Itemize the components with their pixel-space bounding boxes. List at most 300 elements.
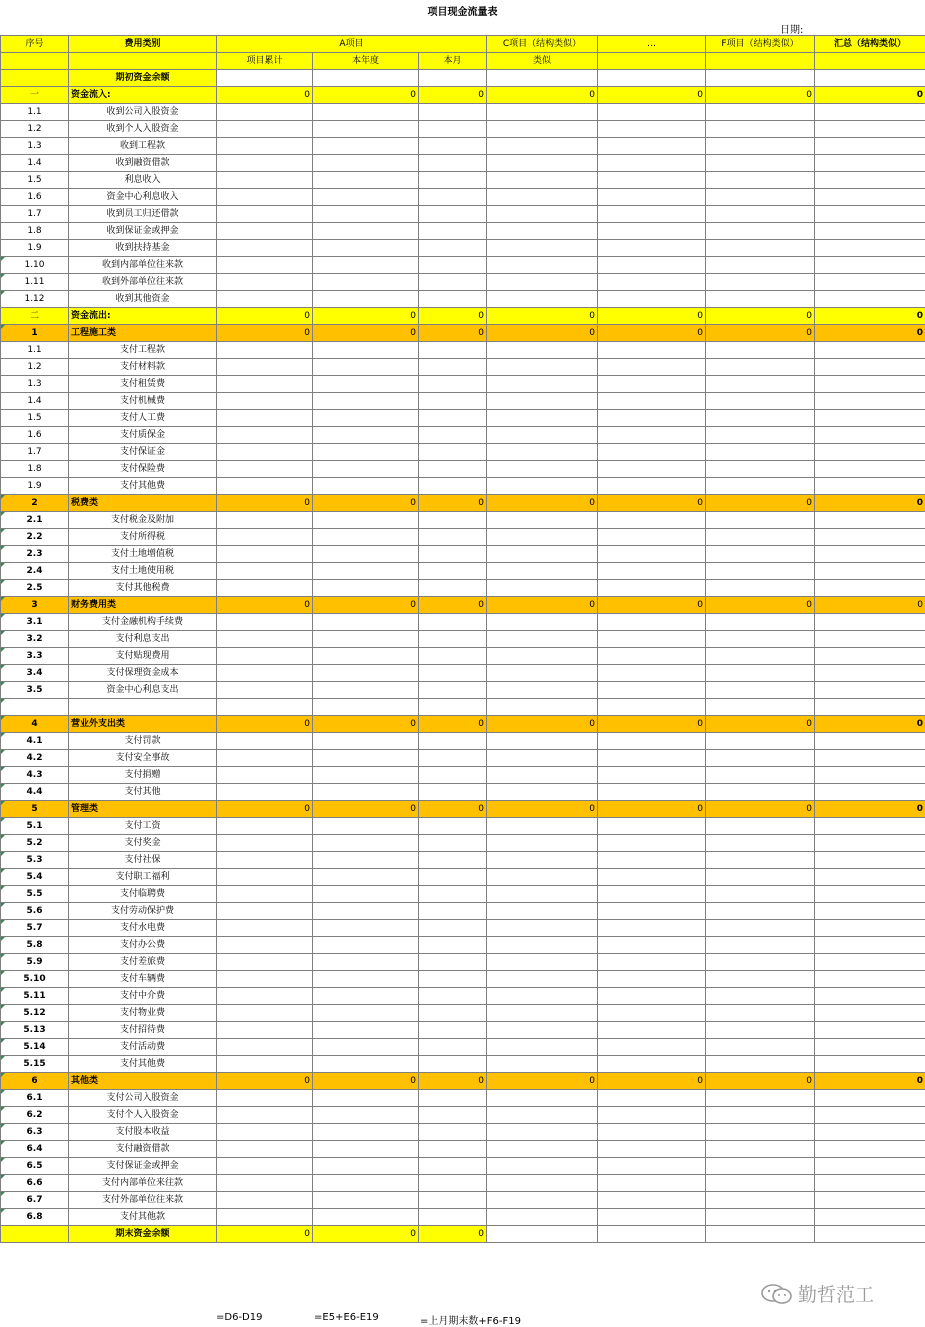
- cell: [487, 1123, 598, 1140]
- cell: [217, 631, 313, 648]
- cell: [598, 783, 706, 800]
- cell: [706, 1089, 815, 1106]
- cell: [815, 682, 925, 699]
- cell: [487, 1140, 598, 1157]
- table-row: [1, 885, 925, 902]
- cell: [706, 70, 815, 87]
- cell: [598, 138, 706, 155]
- cell: [487, 240, 598, 257]
- row-category: 支付工资: [69, 817, 217, 834]
- cell: [487, 104, 598, 121]
- row-seq: 2.2: [1, 529, 69, 546]
- cell: [419, 342, 487, 359]
- cell: [487, 274, 598, 291]
- cash-flow-table: [0, 35, 925, 1243]
- cell: [487, 868, 598, 885]
- cell: [598, 987, 706, 1004]
- row-category: 支付所得税: [69, 529, 217, 546]
- cell: [598, 749, 706, 766]
- cell: [419, 699, 487, 716]
- cell: [706, 1174, 815, 1191]
- opening-balance-row: [1, 70, 925, 87]
- cell: [487, 699, 598, 716]
- cell: [815, 291, 925, 308]
- cell: [487, 987, 598, 1004]
- amount-value: 0: [706, 325, 815, 342]
- amount-value: 0: [706, 308, 815, 325]
- amount-value: 0: [419, 308, 487, 325]
- amount-value: 0: [598, 597, 706, 614]
- cell: [706, 138, 815, 155]
- cell: [598, 699, 706, 716]
- cell: [419, 766, 487, 783]
- cell: [217, 206, 313, 223]
- cell: [487, 563, 598, 580]
- cell: [706, 580, 815, 597]
- cell: [706, 257, 815, 274]
- row-category: 支付利息支出: [69, 631, 217, 648]
- row-category: 支付质保金: [69, 427, 217, 444]
- cell: [706, 682, 815, 699]
- cell: [217, 1140, 313, 1157]
- cell: [815, 851, 925, 868]
- amount-value: 0: [815, 1072, 925, 1089]
- cell: [598, 851, 706, 868]
- row-category: 利息收入: [69, 172, 217, 189]
- table-row: [1, 1055, 925, 1072]
- group-seq: 1: [1, 325, 69, 342]
- cell: [598, 1225, 706, 1242]
- cell: [815, 648, 925, 665]
- row-seq: 5.14: [1, 1038, 69, 1055]
- cell: [487, 783, 598, 800]
- row-category: 支付股本收益: [69, 1123, 217, 1140]
- cell: [598, 206, 706, 223]
- cell: [419, 987, 487, 1004]
- row-seq: 3.2: [1, 631, 69, 648]
- cell: [419, 1157, 487, 1174]
- cell: [706, 732, 815, 749]
- table-row: [1, 1157, 925, 1174]
- group-total-row: [1, 325, 925, 342]
- cell: [419, 121, 487, 138]
- cell: [313, 291, 419, 308]
- cell: [815, 70, 925, 87]
- cell: [217, 1038, 313, 1055]
- outflow-total-row: [1, 308, 925, 325]
- cell: [598, 1038, 706, 1055]
- row-category: 支付其他: [69, 783, 217, 800]
- table-row: [1, 189, 925, 206]
- cell: [598, 461, 706, 478]
- table-row: [1, 1021, 925, 1038]
- cell: [815, 1106, 925, 1123]
- cell: [217, 868, 313, 885]
- cell: [706, 376, 815, 393]
- cell: [598, 1123, 706, 1140]
- cell: [815, 206, 925, 223]
- cell: [217, 1021, 313, 1038]
- amount-value: 0: [419, 1072, 487, 1089]
- cell: [419, 291, 487, 308]
- cell: [706, 461, 815, 478]
- row-category: 支付内部单位来往款: [69, 1174, 217, 1191]
- table-row: [1, 936, 925, 953]
- row-category: 收到内部单位往来款: [69, 257, 217, 274]
- row-category: 支付保证金或押金: [69, 1157, 217, 1174]
- cell: [313, 189, 419, 206]
- cell: [598, 665, 706, 682]
- cell: [487, 919, 598, 936]
- cell: [598, 189, 706, 206]
- cell: [313, 885, 419, 902]
- header-cell: [69, 53, 217, 70]
- cell: [419, 749, 487, 766]
- cell: [419, 206, 487, 223]
- cell: [419, 223, 487, 240]
- cell: [217, 902, 313, 919]
- cell: [706, 223, 815, 240]
- amount-value: 0: [487, 1072, 598, 1089]
- row-seq: 5.2: [1, 834, 69, 851]
- row-seq: 5.1: [1, 817, 69, 834]
- row-category: 收到扶持基金: [69, 240, 217, 257]
- cell: [487, 1208, 598, 1225]
- cell: [487, 834, 598, 851]
- row-seq: 1.7: [1, 206, 69, 223]
- row-category: 支付租赁费: [69, 376, 217, 393]
- cell: [217, 257, 313, 274]
- opening-balance-label: 期初资金余额: [69, 70, 217, 87]
- table-row: [1, 614, 925, 631]
- amount-value: 0: [815, 715, 925, 732]
- cell: [487, 172, 598, 189]
- cell: [487, 1004, 598, 1021]
- cell: [419, 614, 487, 631]
- row-seq: 5.8: [1, 936, 69, 953]
- row-category: 支付活动费: [69, 1038, 217, 1055]
- cell: [313, 1021, 419, 1038]
- amount-value: 0: [598, 495, 706, 512]
- cell: [815, 529, 925, 546]
- row-seq: 6.8: [1, 1208, 69, 1225]
- cell: [419, 257, 487, 274]
- cell: [706, 206, 815, 223]
- cell: [598, 444, 706, 461]
- cell: [419, 1140, 487, 1157]
- cell: [419, 444, 487, 461]
- amount-value: 0: [217, 1225, 313, 1242]
- row-seq: 4.1: [1, 732, 69, 749]
- cell: [419, 240, 487, 257]
- cell: [815, 953, 925, 970]
- cell: [706, 885, 815, 902]
- amount-value: 0: [815, 87, 925, 104]
- row-category: 支付融资借款: [69, 1140, 217, 1157]
- cell: [419, 410, 487, 427]
- row-seq: 5.15: [1, 1055, 69, 1072]
- cell: [706, 665, 815, 682]
- cell: [313, 104, 419, 121]
- amount-value: 0: [313, 87, 419, 104]
- cell: [598, 274, 706, 291]
- row-seq: 1.11: [1, 274, 69, 291]
- row-category: 支付物业费: [69, 1004, 217, 1021]
- cell: [598, 172, 706, 189]
- cell: [706, 936, 815, 953]
- row-seq: 5.4: [1, 868, 69, 885]
- cell: [419, 393, 487, 410]
- cell: [313, 342, 419, 359]
- cell: [313, 1191, 419, 1208]
- cell: [487, 1021, 598, 1038]
- amount-value: 0: [313, 597, 419, 614]
- cell: [706, 342, 815, 359]
- row-seq: [1, 699, 69, 716]
- cell: [815, 342, 925, 359]
- cell: [419, 868, 487, 885]
- cell: [706, 121, 815, 138]
- cell: [419, 1089, 487, 1106]
- table-row: [1, 512, 925, 529]
- cell: [487, 1225, 598, 1242]
- cell: [313, 1106, 419, 1123]
- row-category: 支付税金及附加: [69, 512, 217, 529]
- row-seq: 4.2: [1, 749, 69, 766]
- cell: [706, 512, 815, 529]
- row-seq: 1.1: [1, 104, 69, 121]
- cell: [313, 749, 419, 766]
- row-seq: 2.3: [1, 546, 69, 563]
- row-seq: 一: [1, 87, 69, 104]
- table-row: [1, 393, 925, 410]
- cell: [487, 410, 598, 427]
- cell: [217, 223, 313, 240]
- row-seq: 1.6: [1, 189, 69, 206]
- table-row: [1, 1174, 925, 1191]
- cell: [313, 359, 419, 376]
- table-row: [1, 732, 925, 749]
- header-cumulative: 项目累计: [217, 53, 313, 70]
- cell: [313, 919, 419, 936]
- cell: [217, 393, 313, 410]
- amount-value: 0: [313, 715, 419, 732]
- cell: [598, 121, 706, 138]
- cell: [313, 546, 419, 563]
- cell: [487, 1157, 598, 1174]
- cell: [313, 936, 419, 953]
- header-cell: [598, 53, 706, 70]
- row-category: 支付外部单位往来款: [69, 1191, 217, 1208]
- cell: [598, 902, 706, 919]
- cell: [1, 1225, 69, 1242]
- cell: [706, 172, 815, 189]
- table-row: [1, 410, 925, 427]
- amount-value: 0: [706, 715, 815, 732]
- row-category: 资金流入:: [69, 87, 217, 104]
- sheet-title: 项目现金流量表: [427, 7, 498, 18]
- header-cell: [706, 53, 815, 70]
- cell: [598, 1055, 706, 1072]
- cell: [815, 749, 925, 766]
- cell: [217, 665, 313, 682]
- table-row: [1, 1191, 925, 1208]
- cell: [313, 682, 419, 699]
- cell: [598, 512, 706, 529]
- cell: [217, 614, 313, 631]
- cell: [598, 970, 706, 987]
- cell: [815, 834, 925, 851]
- row-seq: 3.3: [1, 648, 69, 665]
- cell: [487, 614, 598, 631]
- cell: [598, 817, 706, 834]
- cell: [313, 444, 419, 461]
- row-category: 支付水电费: [69, 919, 217, 936]
- table-row: [1, 1038, 925, 1055]
- table-row: [1, 987, 925, 1004]
- cell: [419, 1021, 487, 1038]
- row-seq: 3.4: [1, 665, 69, 682]
- table-row: [1, 868, 925, 885]
- cell: [419, 359, 487, 376]
- row-category: 支付工程款: [69, 342, 217, 359]
- row-category: 支付保险费: [69, 461, 217, 478]
- amount-value: 0: [815, 308, 925, 325]
- cell: [419, 546, 487, 563]
- cell: [313, 817, 419, 834]
- cell: [419, 970, 487, 987]
- cell: [598, 631, 706, 648]
- cell: [217, 648, 313, 665]
- cell: [815, 766, 925, 783]
- cell: [419, 1208, 487, 1225]
- cell: [217, 919, 313, 936]
- cell: [419, 427, 487, 444]
- cell: [706, 529, 815, 546]
- row-category: 支付保证金: [69, 444, 217, 461]
- amount-value: 0: [487, 325, 598, 342]
- cell: [815, 223, 925, 240]
- row-seq: 1.3: [1, 376, 69, 393]
- cell: [706, 393, 815, 410]
- cell: [487, 189, 598, 206]
- cell: [419, 104, 487, 121]
- cell: [487, 1174, 598, 1191]
- cell: [313, 834, 419, 851]
- cell: [706, 851, 815, 868]
- row-category: 支付招待费: [69, 1021, 217, 1038]
- table-row: [1, 546, 925, 563]
- cell: [487, 393, 598, 410]
- closing-balance-label: 期末资金余额: [69, 1225, 217, 1242]
- cell: [598, 223, 706, 240]
- cell: [487, 70, 598, 87]
- cell: [487, 206, 598, 223]
- cell: [598, 766, 706, 783]
- cell: [706, 648, 815, 665]
- cell: [487, 648, 598, 665]
- amount-value: 0: [815, 800, 925, 817]
- cell: [419, 936, 487, 953]
- table-row: [1, 376, 925, 393]
- row-seq: 3.1: [1, 614, 69, 631]
- cell: [598, 427, 706, 444]
- cell: [598, 1157, 706, 1174]
- cell: [217, 699, 313, 716]
- cell: [419, 70, 487, 87]
- cell: [419, 919, 487, 936]
- cell: [815, 902, 925, 919]
- cell: [419, 1174, 487, 1191]
- amount-value: 0: [598, 1072, 706, 1089]
- closing-balance-row: [1, 1225, 925, 1242]
- cell: [313, 155, 419, 172]
- header-cell: [1, 53, 69, 70]
- row-category: 支付其他款: [69, 1208, 217, 1225]
- amount-value: 0: [419, 597, 487, 614]
- row-seq: 6.2: [1, 1106, 69, 1123]
- cell: [419, 817, 487, 834]
- cell: [487, 138, 598, 155]
- cell: [815, 1140, 925, 1157]
- cell: [217, 410, 313, 427]
- row-category: 支付贴现费用: [69, 648, 217, 665]
- amount-value: 0: [487, 495, 598, 512]
- amount-value: 0: [598, 87, 706, 104]
- row-category: 支付捐赠: [69, 766, 217, 783]
- amount-value: 0: [419, 325, 487, 342]
- cell: [217, 104, 313, 121]
- cell: [815, 1089, 925, 1106]
- cell: [313, 1089, 419, 1106]
- row-category: 支付中介费: [69, 987, 217, 1004]
- cell: [419, 953, 487, 970]
- table-row: [1, 749, 925, 766]
- cell: [487, 902, 598, 919]
- table-row: [1, 783, 925, 800]
- cell: [419, 732, 487, 749]
- row-category: 支付其他税费: [69, 580, 217, 597]
- cell: [815, 1123, 925, 1140]
- cell: [313, 665, 419, 682]
- cell: [217, 953, 313, 970]
- cell: [487, 1191, 598, 1208]
- row-seq: 5.10: [1, 970, 69, 987]
- date-label: 日期:: [780, 25, 804, 36]
- amount-value: 0: [598, 325, 706, 342]
- group-seq: 2: [1, 495, 69, 512]
- cell: [598, 953, 706, 970]
- cell: [815, 868, 925, 885]
- cell: [419, 665, 487, 682]
- cell: [419, 172, 487, 189]
- cell: [419, 885, 487, 902]
- row-category: 收到个人入股资金: [69, 121, 217, 138]
- cell: [217, 1089, 313, 1106]
- cell: [419, 851, 487, 868]
- cell: [706, 1191, 815, 1208]
- cell: [217, 1157, 313, 1174]
- cell: [598, 257, 706, 274]
- row-seq: 1.3: [1, 138, 69, 155]
- inflow-total-row: [1, 87, 925, 104]
- header-this-year: 本年度: [313, 53, 419, 70]
- row-seq: 5.11: [1, 987, 69, 1004]
- row-seq: 6.5: [1, 1157, 69, 1174]
- cell: [217, 1004, 313, 1021]
- cell: [706, 1123, 815, 1140]
- row-seq: 1.4: [1, 393, 69, 410]
